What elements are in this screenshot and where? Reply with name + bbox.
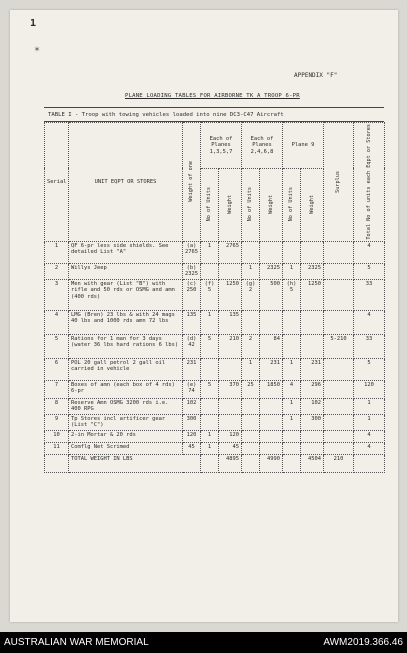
total-surplus: 210 <box>324 454 354 472</box>
cell-total: 4 <box>354 430 385 442</box>
total-p-no <box>283 454 301 472</box>
header-weight-one-text: Weight of one <box>188 161 195 203</box>
cell-wone: 120 <box>183 430 201 442</box>
cell-total: 4 <box>354 241 385 263</box>
cell-b-wt <box>260 310 283 334</box>
header-weight-a <box>219 168 242 241</box>
cell-b-wt <box>260 241 283 263</box>
cell-serial: 11 <box>45 442 69 454</box>
cell-serial: 9 <box>45 414 69 430</box>
total-b-no <box>242 454 260 472</box>
cell-p-wt <box>301 334 324 358</box>
cell-a-wt <box>219 398 242 414</box>
cell-wone: (a) 2765 <box>183 241 201 263</box>
cell-wone: (c) 250 <box>183 279 201 310</box>
header-weight-b <box>260 168 283 241</box>
cell-total: 33 <box>354 334 385 358</box>
cell-b-wt: 500 <box>260 279 283 310</box>
cell-surplus <box>324 358 354 380</box>
cell-p-no <box>283 430 301 442</box>
cell-p-wt: 102 <box>301 398 324 414</box>
header-no-units-b <box>242 168 260 241</box>
header-weight-9 <box>301 168 324 241</box>
total-serial <box>45 454 69 472</box>
cell-a-no <box>201 414 219 430</box>
cell-p-no: (h) 5 <box>283 279 301 310</box>
cell-a-wt: 2765 <box>219 241 242 263</box>
table-row <box>45 430 385 442</box>
cell-serial: 3 <box>45 279 69 310</box>
cell-p-no: 1 <box>283 414 301 430</box>
cell-wone: (e) 74 <box>183 380 201 398</box>
page-number: 1 <box>30 18 37 29</box>
cell-a-no: 5 <box>201 380 219 398</box>
cell-b-wt <box>260 398 283 414</box>
cell-a-wt: 135 <box>219 310 242 334</box>
cell-desc: Rations for 1 man for 3 days (water 36 lbs hard rations 6 lbs) <box>69 334 183 358</box>
cell-surplus <box>324 310 354 334</box>
cell-a-wt: 1250 <box>219 279 242 310</box>
header-no-units-9-text: No of Units <box>288 187 295 222</box>
total-p-weight: 4504 <box>301 454 324 472</box>
cell-a-wt: 45 <box>219 442 242 454</box>
cell-desc: Men with gear (List "B") with rifle and 50 rds or OSMG and amn (400 rds) <box>69 279 183 310</box>
table-row <box>45 358 385 380</box>
cell-a-no: 1 <box>201 241 219 263</box>
cell-b-no: 25 <box>242 380 260 398</box>
cell-a-no: 1 <box>201 442 219 454</box>
loading-table <box>44 122 385 473</box>
cell-a-no <box>201 358 219 380</box>
table-row <box>45 310 385 334</box>
cell-wone: 102 <box>183 398 201 414</box>
cell-serial: 10 <box>45 430 69 442</box>
header-weight-9-text: Weight <box>308 195 315 214</box>
cell-b-no <box>242 430 260 442</box>
cell-wone: 300 <box>183 414 201 430</box>
cell-p-wt: 231 <box>301 358 324 380</box>
cell-a-no <box>201 263 219 279</box>
cell-a-wt: 370 <box>219 380 242 398</box>
cell-a-no: 5 <box>201 334 219 358</box>
cell-wone: (b) 2325 <box>183 263 201 279</box>
table-row <box>45 263 385 279</box>
ink-mark: ✶ <box>34 44 41 55</box>
cell-p-no: 1 <box>283 398 301 414</box>
cell-a-wt <box>219 263 242 279</box>
header-no-units-a <box>201 168 219 241</box>
cell-a-no: 1 <box>201 430 219 442</box>
header-serial: Serial <box>45 123 69 242</box>
total-total <box>354 454 385 472</box>
cell-surplus <box>324 398 354 414</box>
cell-desc: 2-in Mortar & 20 rds <box>69 430 183 442</box>
header-total-text: Total No of units each Eqpt or Stores <box>365 124 372 240</box>
divider <box>44 107 384 108</box>
total-a-no <box>201 454 219 472</box>
table-row <box>45 380 385 398</box>
cell-wone: (d) 42 <box>183 334 201 358</box>
cell-serial: 5 <box>45 334 69 358</box>
cell-b-no <box>242 310 260 334</box>
header-planes-a: Each of Planes 1,3,5,7 <box>201 123 242 169</box>
header-weight-a-text: Weight <box>226 195 233 214</box>
footer-bar <box>0 632 407 653</box>
header-total <box>354 123 385 242</box>
cell-serial: 4 <box>45 310 69 334</box>
cell-surplus <box>324 442 354 454</box>
table-row <box>45 414 385 430</box>
table-row <box>45 241 385 263</box>
cell-a-no: 1 <box>201 310 219 334</box>
cell-b-wt: 84 <box>260 334 283 358</box>
cell-p-wt <box>301 310 324 334</box>
cell-b-no <box>242 398 260 414</box>
cell-b-no <box>242 414 260 430</box>
cell-b-no: 1 <box>242 358 260 380</box>
cell-p-no <box>283 241 301 263</box>
cell-desc: POL 20 gall petrol 2 gall oil carried in vehicle <box>69 358 183 380</box>
cell-p-wt: 300 <box>301 414 324 430</box>
cell-wone: 45 <box>183 442 201 454</box>
cell-total: 33 <box>354 279 385 310</box>
page-heading: PLANE LOADING TABLES FOR AIRBORNE TK A TROOP 6-PR <box>125 93 300 99</box>
cell-p-wt <box>301 241 324 263</box>
cell-serial: 8 <box>45 398 69 414</box>
cell-p-no: 4 <box>283 380 301 398</box>
cell-serial: 6 <box>45 358 69 380</box>
header-no-units-a-text: No of Units <box>206 187 213 222</box>
cell-p-no <box>283 442 301 454</box>
table-row <box>45 334 385 358</box>
total-row <box>45 454 385 472</box>
header-surplus <box>324 123 354 242</box>
cell-serial: 1 <box>45 241 69 263</box>
cell-surplus <box>324 263 354 279</box>
header-planes-b: Each of Planes 2,4,6,8 <box>242 123 283 169</box>
cell-a-no: (f) 5 <box>201 279 219 310</box>
cell-surplus <box>324 241 354 263</box>
cell-p-no: 1 <box>283 263 301 279</box>
cell-p-wt: 296 <box>301 380 324 398</box>
cell-a-no <box>201 398 219 414</box>
cell-desc: Tp Stores incl artificer gear (List "C") <box>69 414 183 430</box>
cell-a-wt <box>219 414 242 430</box>
cell-p-wt <box>301 442 324 454</box>
header-unit: UNIT EQPT OR STORES <box>69 123 183 242</box>
footer-credit: AUSTRALIAN WAR MEMORIAL <box>4 637 149 648</box>
cell-b-wt: 1850 <box>260 380 283 398</box>
cell-b-wt: 231 <box>260 358 283 380</box>
cell-desc: Boxes of amn (each box of 4 rds) 6-pr <box>69 380 183 398</box>
table-title: TABLE I - Troop with towing vehicles loaded into nine DC3-C47 Aircraft <box>48 112 284 118</box>
cell-desc: Reserve Amn OSMG 3200 rds i.e. 400 RPG <box>69 398 183 414</box>
cell-b-no <box>242 241 260 263</box>
footer-accession: AWM2019.366.46 <box>323 637 403 648</box>
cell-b-wt <box>260 430 283 442</box>
cell-total: 1 <box>354 414 385 430</box>
cell-b-no: 1 <box>242 263 260 279</box>
cell-a-wt <box>219 358 242 380</box>
total-a-weight: 4895 <box>219 454 242 472</box>
total-label: TOTAL WEIGHT IN LBS <box>69 454 201 472</box>
cell-total: 5 <box>354 263 385 279</box>
cell-b-no: (g) 2 <box>242 279 260 310</box>
cell-p-no <box>283 334 301 358</box>
header-no-units-9 <box>283 168 301 241</box>
cell-p-wt: 2325 <box>301 263 324 279</box>
cell-b-wt <box>260 414 283 430</box>
cell-desc: QF 6-pr less side shields. See detailed List "A" <box>69 241 183 263</box>
header-weight-b-text: Weight <box>267 195 274 214</box>
cell-wone: 231 <box>183 358 201 380</box>
cell-desc: Comflg Net Scrimed <box>69 442 183 454</box>
table-row <box>45 398 385 414</box>
cell-surplus <box>324 430 354 442</box>
cell-total: 4 <box>354 310 385 334</box>
total-b-weight: 4990 <box>260 454 283 472</box>
cell-total: 120 <box>354 380 385 398</box>
header-no-units-b-text: No of Units <box>247 187 254 222</box>
cell-desc: LMG (Bren) 23 lbs & with 24 mags 40 lbs and 1000 rds amn 72 lbs <box>69 310 183 334</box>
cell-p-no: 1 <box>283 358 301 380</box>
cell-b-no: 2 <box>242 334 260 358</box>
header-surplus-text: Surplus <box>335 170 342 193</box>
cell-serial: 2 <box>45 263 69 279</box>
cell-p-no <box>283 310 301 334</box>
header-plane-9: Plane 9 <box>283 123 324 169</box>
cell-surplus <box>324 414 354 430</box>
cell-p-wt <box>301 430 324 442</box>
cell-b-wt <box>260 442 283 454</box>
cell-desc: Willys Jeep <box>69 263 183 279</box>
cell-b-wt: 2325 <box>260 263 283 279</box>
cell-b-no <box>242 442 260 454</box>
cell-surplus: 5-210 <box>324 334 354 358</box>
table-row <box>45 442 385 454</box>
cell-total: 1 <box>354 398 385 414</box>
cell-surplus <box>324 279 354 310</box>
cell-total: 5 <box>354 358 385 380</box>
header-weight-one <box>183 123 201 242</box>
cell-a-wt: 210 <box>219 334 242 358</box>
cell-surplus <box>324 380 354 398</box>
cell-total: 4 <box>354 442 385 454</box>
cell-serial: 7 <box>45 380 69 398</box>
cell-a-wt: 120 <box>219 430 242 442</box>
cell-wone: 135 <box>183 310 201 334</box>
cell-p-wt: 1250 <box>301 279 324 310</box>
table-row <box>45 279 385 310</box>
appendix-label: APPENDIX "F" <box>294 72 338 79</box>
